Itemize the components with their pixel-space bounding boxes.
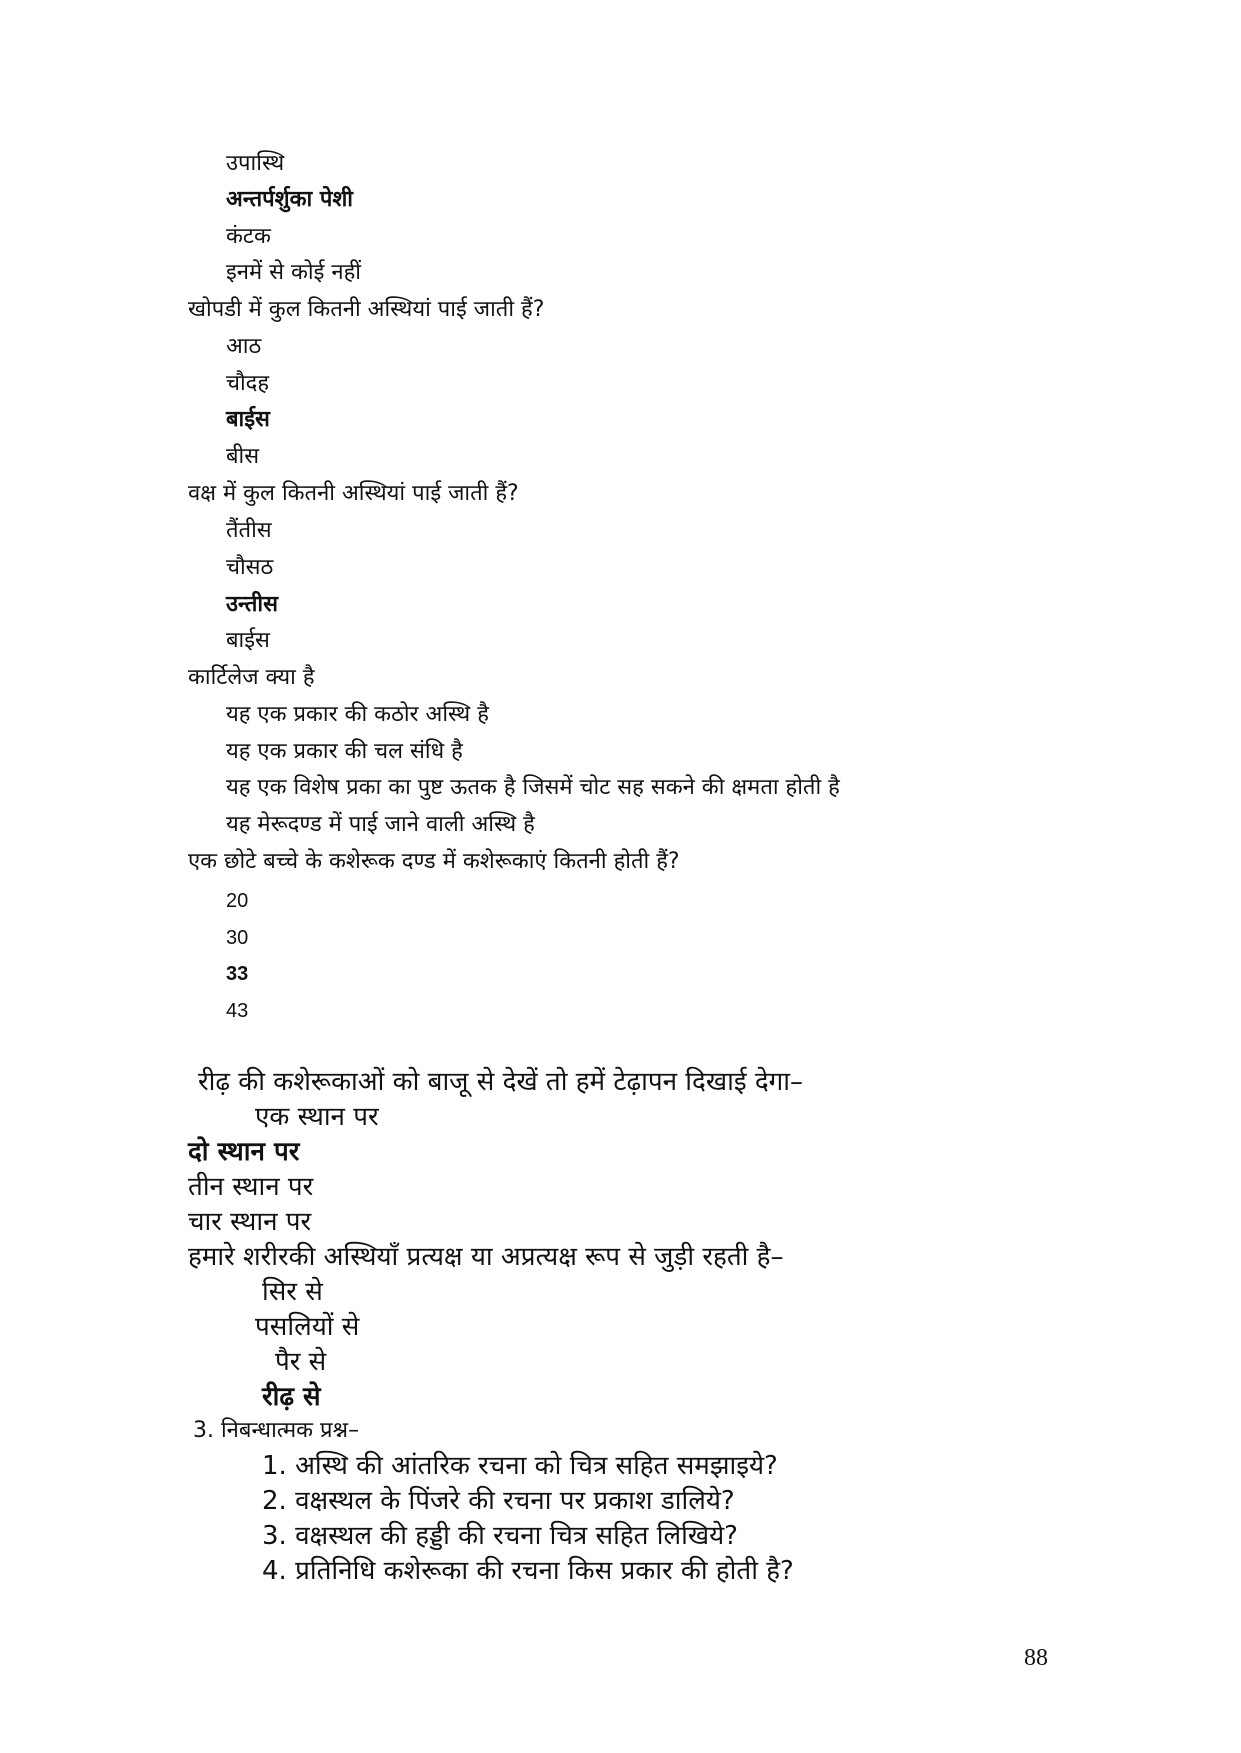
q5-question: एक छोटे बच्चे के कशेरूक दण्ड में कशेरूकाएं कितनी होती हैं? xyxy=(188,849,680,874)
essay-item-2: 2. वक्षस्थल के पिंजरे की रचना पर प्रकाश डालिये? xyxy=(262,1486,735,1516)
q2-option-1: आठ xyxy=(226,334,262,359)
q6-option-4: चार स्थान पर xyxy=(188,1207,312,1237)
q4-option-4: यह मेरूदण्ड में पाई जाने वाली अस्थि है xyxy=(226,812,535,837)
q5-option-2: 30 xyxy=(226,927,249,949)
q7-option-3: पैर से xyxy=(275,1347,327,1377)
q2-question: खोपडी में कुल कितनी अस्थियां पाई जाती हैं? xyxy=(188,297,545,322)
q4-option-3: यह एक विशेष प्रका का पुष्ट ऊतक है जिसमें चोट सह सकने की क्षमता होती है xyxy=(226,775,840,800)
q6-option-3: तीन स्थान पर xyxy=(188,1172,314,1202)
q3-option-2: चौसठ xyxy=(226,555,274,580)
q6-question: रीढ़ की कशेरूकाओं को बाजू से देखें तो हमें टेढ़ापन दिखाई देगा– xyxy=(198,1067,804,1097)
q7-option-1: सिर से xyxy=(262,1277,323,1307)
essay-item-3: 3. वक्षस्थल की हड्डी की रचना चित्र सहित लिखिये? xyxy=(262,1521,738,1551)
essay-heading: 3. निबन्धात्मक प्रश्न– xyxy=(193,1418,360,1443)
q1-option-2-answer: अन्तर्पर्शुका पेशी xyxy=(226,187,353,212)
q3-question: वक्ष में कुल कितनी अस्थियां पाई जाती हैं? xyxy=(188,481,519,506)
q5-option-1: 20 xyxy=(226,890,249,912)
q5-option-3-answer: 33 xyxy=(226,963,249,985)
q7-option-4-answer: रीढ़ से xyxy=(262,1382,321,1412)
q6-option-1: एक स्थान पर xyxy=(255,1102,379,1132)
page-number: 88 xyxy=(1024,1645,1048,1671)
q1-option-1: उपास्थि xyxy=(226,151,285,176)
q1-option-4: इनमें से कोई नहीं xyxy=(226,260,362,285)
q7-question: हमारे शरीरकी अस्थियाँ प्रत्यक्ष या अप्रत्यक्ष रूप से जुड़ी रहती है– xyxy=(188,1242,784,1272)
q3-option-3-answer: उन्तीस xyxy=(226,592,278,617)
q2-option-4: बीस xyxy=(226,444,260,469)
q5-option-4: 43 xyxy=(226,1000,249,1022)
q7-option-2: पसलियों से xyxy=(255,1312,360,1342)
q2-option-3-answer: बाईस xyxy=(226,407,270,432)
q4-question: कार्टिलेज क्या है xyxy=(188,665,315,690)
q3-option-4: बाईस xyxy=(226,628,270,653)
q6-option-2-answer: दो स्थान पर xyxy=(188,1137,300,1167)
q4-option-2: यह एक प्रकार की चल संधि है xyxy=(226,739,463,764)
q4-option-1: यह एक प्रकार की कठोर अस्थि है xyxy=(226,702,489,727)
q2-option-2: चौदह xyxy=(226,371,270,396)
q3-option-1: तैंतीस xyxy=(226,518,272,543)
q1-option-3: कंटक xyxy=(226,224,271,249)
essay-item-1: 1. अस्थि की आंतरिक रचना को चित्र सहित समझाइये? xyxy=(262,1451,778,1481)
essay-item-4: 4. प्रतिनिधि कशेरूका की रचना किस प्रकार की होती है? xyxy=(262,1556,794,1586)
